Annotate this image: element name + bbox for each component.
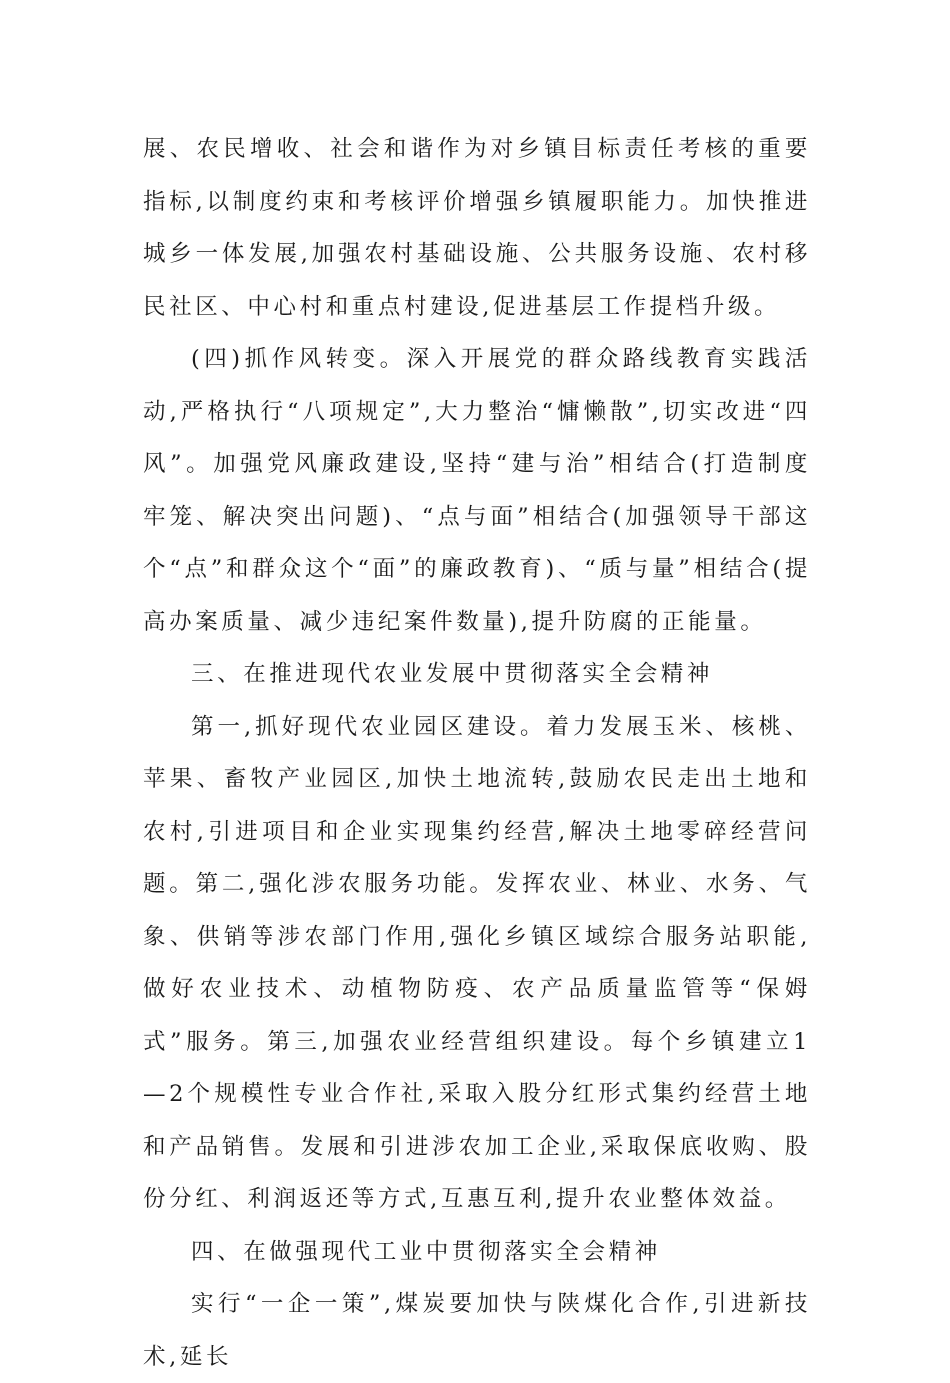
paragraph-industry: 实行“一企一策”,煤炭要加快与陕煤化合作,引进新技术,延长 bbox=[143, 1291, 811, 1370]
paragraph-agriculture: 第一,抓好现代农业园区建设。着力发展玉米、核桃、苹果、畜牧产业园区,加快土地流转,鼓励农民走出土地和农村,引进项目和企业实现集约经营,解决土地零碎经营问题。第二,强化涉农服务功能。发挥农业、林业、水务、气象、供销等涉农部门作用,强化乡镇区域综合服务站职能,做好农业技术、动植物防疫、农产品质量监管等“保姆式”服务。第三,加强农业经营组织建设。每个乡镇建立1—2个规模性专业合作社,采取入股分红形式集约经营土地和产品销售。发展和引进涉农加工企业,采取保底收购、股份分红、利润返还等方式,互惠互利,提升农业整体效益。 bbox=[143, 713, 811, 1212]
document-body bbox=[143, 123, 811, 1383]
paragraph-section-four: (四)抓作风转变。深入开展党的群众路线教育实践活动,严格执行“八项规定”,大力整治“慵懒散”,切实改进“四风”。加强党风廉政建设,坚持“建与治”相结合(打造制度牢笼、解决突出问题)、“点与面”相结合(加强领导干部这个“点”和群众这个“面”的廉政教育)、“质与量”相结合(提高办案质量、减少违纪案件数量),提升防腐的正能量。 bbox=[143, 346, 811, 635]
paragraph-continuation: 展、农民增收、社会和谐作为对乡镇目标责任考核的重要指标,以制度约束和考核评价增强乡镇履职能力。加快推进城乡一体发展,加强农村基础设施、公共服务设施、农村移民社区、中心村和重点村建设,促进基层工作提档升级。 bbox=[143, 136, 811, 320]
section-heading-industry: 四、在做强现代工业中贯彻落实全会精神 bbox=[191, 1238, 661, 1265]
section-heading-agriculture: 三、在推进现代农业发展中贯彻落实全会精神 bbox=[191, 661, 714, 687]
